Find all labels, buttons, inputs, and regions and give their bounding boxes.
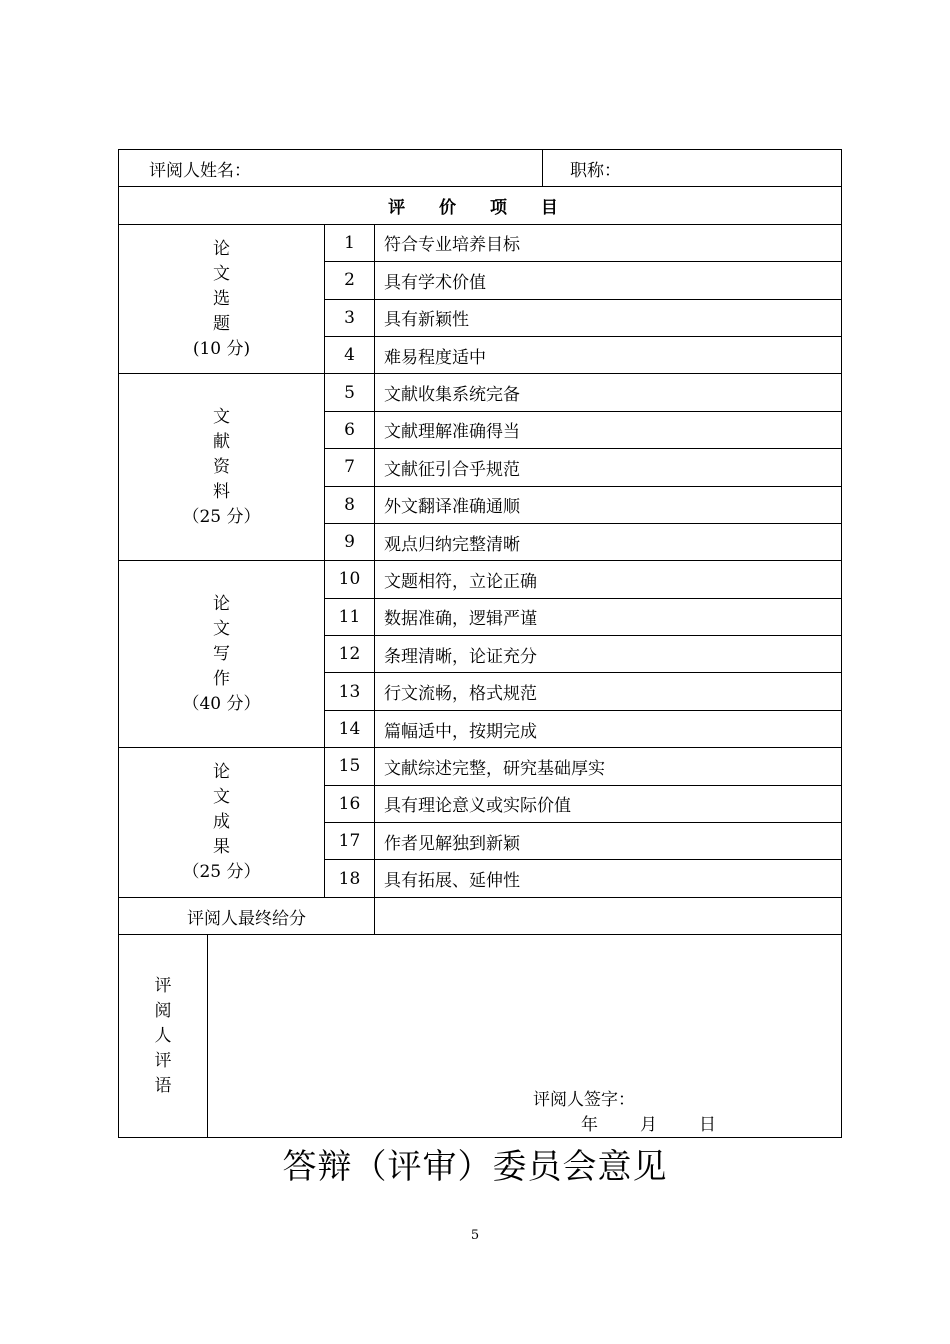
category-char: 写 <box>213 643 230 664</box>
item-number: 18 <box>325 860 375 897</box>
category-char: 献 <box>213 431 230 452</box>
item-text: 行文流畅，格式规范 <box>375 673 842 710</box>
eval-item-row <box>119 374 842 411</box>
item-number: 10 <box>325 561 375 598</box>
category-score: （25 分） <box>182 506 261 527</box>
item-text: 具有学术价值 <box>375 262 842 299</box>
reviewer-title-label: 职称： <box>570 160 621 181</box>
item-number: 3 <box>325 299 375 336</box>
category-score: (10 分) <box>192 338 251 359</box>
item-text: 具有理论意义或实际价值 <box>375 785 842 822</box>
item-number: 8 <box>325 486 375 523</box>
category-char: 文 <box>213 263 230 284</box>
category-char: 成 <box>213 812 230 833</box>
item-text: 数据准确，逻辑严谨 <box>375 598 842 635</box>
item-number: 14 <box>325 710 375 747</box>
item-text: 文献征引合乎规范 <box>375 449 842 486</box>
item-text: 具有拓展、延伸性 <box>375 860 842 897</box>
item-number: 12 <box>325 636 375 673</box>
item-text: 文献综述完整，研究基础厚实 <box>375 748 842 785</box>
item-text: 符合专业培养目标 <box>375 224 842 261</box>
item-text: 难易程度适中 <box>375 336 842 373</box>
eval-item-row <box>119 561 842 598</box>
comment-field[interactable] <box>208 935 842 1138</box>
date-line <box>581 1110 758 1135</box>
item-text: 条理清晰，论证充分 <box>375 636 842 673</box>
item-number: 6 <box>325 411 375 448</box>
category-char: 文 <box>213 406 230 427</box>
reviewer-name-cell[interactable] <box>119 150 543 187</box>
review-table <box>118 149 842 1138</box>
item-text: 文献理解准确得当 <box>375 411 842 448</box>
final-score-label: 评阅人最终给分 <box>119 897 375 934</box>
category-label <box>119 224 325 374</box>
reviewer-title-cell[interactable] <box>543 150 842 187</box>
eval-item-row <box>119 748 842 785</box>
item-text: 作者见解独到新颖 <box>375 823 842 860</box>
item-number: 9 <box>325 523 375 560</box>
category-char: 文 <box>213 618 230 639</box>
review-form <box>118 149 841 1138</box>
category-score: （40 分） <box>182 693 261 714</box>
final-score-row <box>119 897 842 934</box>
date-label: 日 <box>699 1115 716 1136</box>
category-char: 论 <box>213 762 230 783</box>
category-char: 果 <box>213 837 230 858</box>
item-text: 文献收集系统完备 <box>375 374 842 411</box>
comment-label-char: 评 <box>154 1050 172 1071</box>
item-number: 16 <box>325 785 375 822</box>
item-number: 2 <box>325 262 375 299</box>
eval-title: 评 价 项 目 <box>119 187 842 224</box>
category-char: 论 <box>213 593 230 614</box>
reviewer-name-label: 评阅人姓名： <box>149 160 251 181</box>
category-char: 文 <box>213 787 230 808</box>
item-number: 13 <box>325 673 375 710</box>
category-char: 料 <box>213 481 230 502</box>
item-number: 11 <box>325 598 375 635</box>
item-text: 具有新颖性 <box>375 299 842 336</box>
comment-label-char: 评 <box>154 975 172 996</box>
comment-label <box>119 935 208 1138</box>
item-number: 15 <box>325 748 375 785</box>
header-row <box>119 150 842 187</box>
category-label <box>119 374 325 561</box>
item-number: 5 <box>325 374 375 411</box>
category-char: 作 <box>213 668 230 689</box>
date-label: 年 <box>581 1115 598 1136</box>
page-number: 5 <box>470 1228 480 1243</box>
comment-label-char: 阅 <box>154 1000 172 1021</box>
item-text: 外文翻译准确通顺 <box>375 486 842 523</box>
eval-item-row <box>119 224 842 261</box>
item-text: 文题相符，立论正确 <box>375 561 842 598</box>
category-char: 选 <box>213 288 230 309</box>
item-number: 1 <box>325 224 375 261</box>
category-char: 资 <box>213 456 230 477</box>
item-number: 17 <box>325 823 375 860</box>
item-text: 篇幅适中，按期完成 <box>375 710 842 747</box>
eval-title-row <box>119 187 842 224</box>
item-number: 4 <box>325 336 375 373</box>
category-char: 论 <box>213 238 230 259</box>
final-score-field[interactable] <box>375 897 842 934</box>
category-char: 题 <box>213 313 230 334</box>
date-label: 月 <box>640 1115 657 1136</box>
committee-opinion-title: 答辩（评审）委员会意见 <box>282 1147 668 1187</box>
category-score: （25 分） <box>182 862 261 883</box>
category-label <box>119 561 325 748</box>
item-text: 观点归纳完整清晰 <box>375 523 842 560</box>
comment-label-char: 人 <box>154 1025 172 1046</box>
comment-row <box>119 935 842 1138</box>
comment-label-char: 语 <box>154 1075 172 1096</box>
signature-label: 评阅人签字： <box>533 1090 635 1111</box>
item-number: 7 <box>325 449 375 486</box>
category-label <box>119 748 325 898</box>
